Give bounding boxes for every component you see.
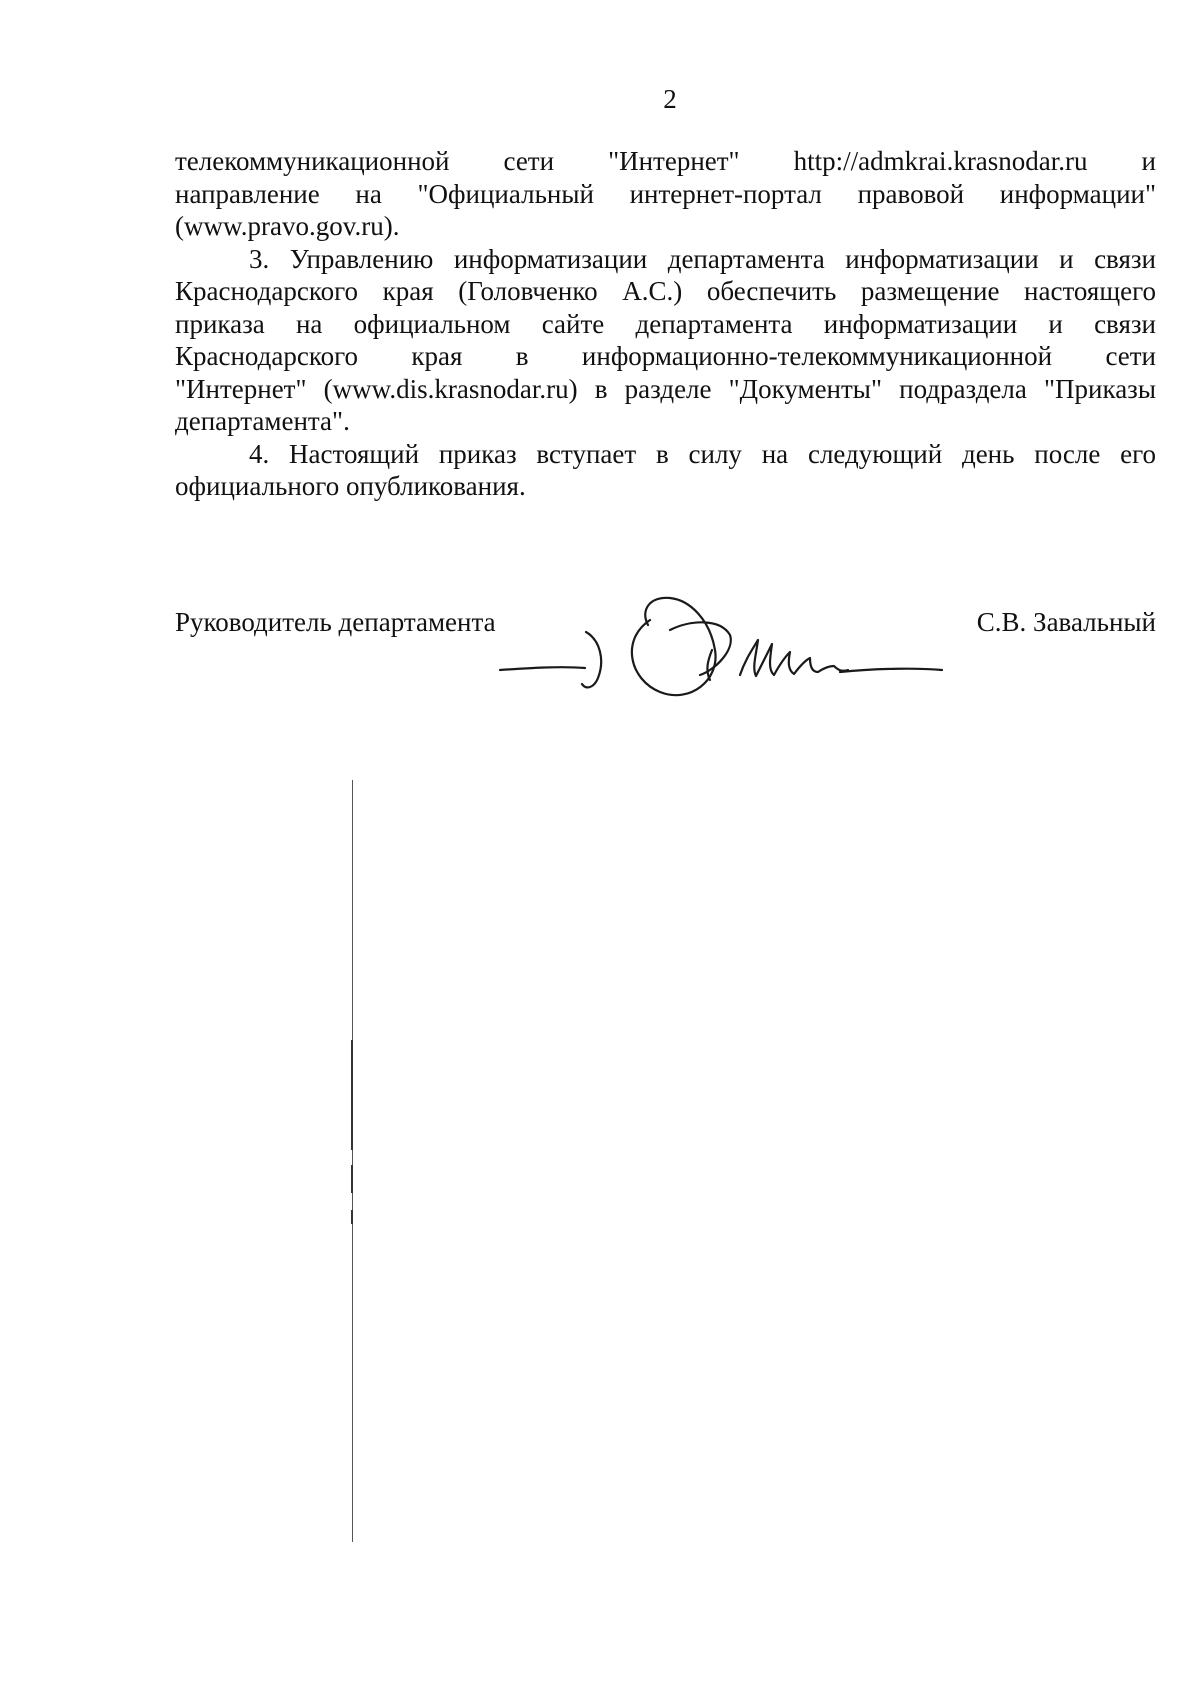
paragraph-continuation [175, 145, 1156, 243]
text-line: Краснодарского края в информационно-телекоммуникационной сети [175, 341, 1156, 371]
paragraph-item-4 [175, 438, 1156, 503]
signatory-position: Руководитель департамента [175, 607, 496, 637]
text-line: "Интернет" (www.dis.krasnodar.ru) в разделе "Документы" подраздела "Приказы [175, 373, 1156, 404]
page-number: 2 [663, 84, 677, 114]
text-line: официального опубликования. [175, 471, 526, 501]
signatory-name: С.В. Завальный [976, 607, 1156, 637]
text-line: 3. Управлению информатизации департамента информатизации и связи [249, 243, 1156, 274]
text-line: Краснодарского края (Головченко А.С.) обеспечить размещение настоящего [175, 276, 1156, 306]
handwritten-signature [490, 580, 990, 710]
paragraph-item-3 [175, 243, 1156, 438]
margin-mark [351, 1040, 353, 1150]
document-body [175, 145, 1156, 503]
text-line: департамента". [175, 406, 350, 436]
margin-rule [352, 780, 353, 1542]
text-line: направление на "Официальный интернет-портал правовой информации" [175, 178, 1156, 209]
text-line: телекоммуникационной сети "Интернет" http://admkrai.krasnodar.ru и [175, 146, 1156, 176]
text-line: 4. Настоящий приказ вступает в силу на следующий день после его [249, 438, 1156, 469]
text-line: (www.pravo.gov.ru). [175, 211, 400, 241]
margin-mark [351, 1165, 353, 1193]
margin-mark [351, 1210, 353, 1224]
text-line: приказа на официальном сайте департамента информатизации и связи [175, 308, 1156, 339]
